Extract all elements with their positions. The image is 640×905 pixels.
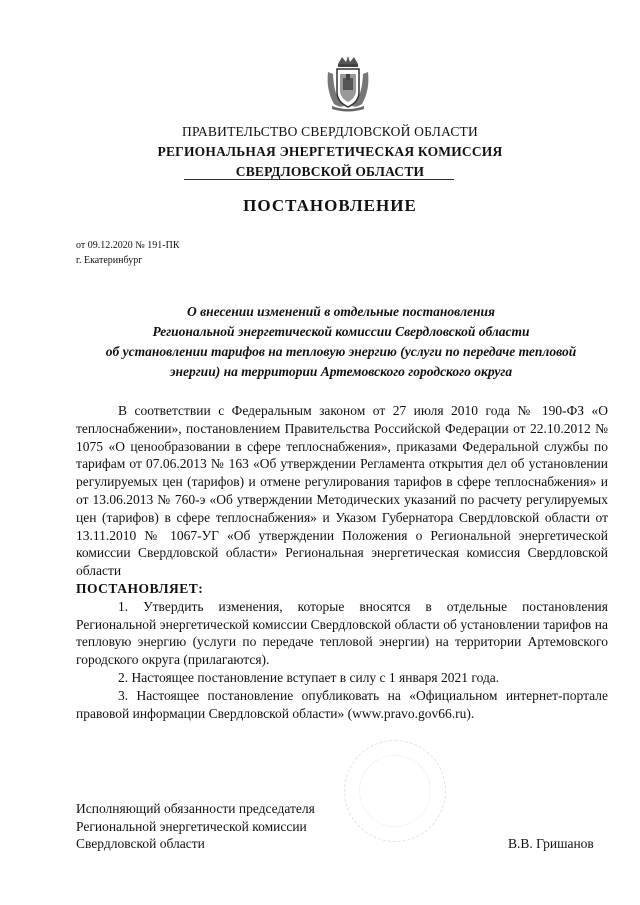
decree-item-3: 3. Настоящее постановление опубликовать на «Официальном интернет-портале правовой информации Свердловской области» (www.pravo.gov66.ru).	[76, 687, 608, 721]
commission-name-line2: СВЕРДЛОВСКОЙ ОБЛАСТИ	[235, 164, 425, 179]
subject-line: энергии) на территории Артемовского городского округа	[169, 364, 513, 379]
commission-name-line1: РЕГИОНАЛЬНАЯ ЭНЕРГЕТИЧЕСКАЯ КОМИССИЯ	[157, 144, 503, 159]
header-divider	[184, 179, 454, 180]
issuer-header	[80, 122, 580, 182]
document-type-title: ПОСТАНОВЛЕНИЕ	[243, 196, 417, 215]
coat-of-arms-icon	[324, 54, 372, 112]
decree-item-2: 2. Настоящее постановление вступает в силу с 1 января 2021 года.	[118, 669, 500, 685]
subject-line: об установлении тарифов на тепловую энергию (услуги по передаче тепловой	[105, 344, 577, 359]
document-meta	[76, 238, 180, 268]
preamble-paragraph: В соответствии с Федеральным законом от 27 июля 2010 года № 190-ФЗ «О теплоснабжении», постановлением Правительства Российской Федерации от 22.10.2012 № 1075 «О ценообразовании в сфере теплоснабжения», приказами Федеральной службы по тарифам от 07.06.2013 № 163 «Об утверждении Регламента открытия дел об установлении регулируемых цен (тарифов) и отмене регулирования тарифов в сфере теплоснабжения» и от 13.06.2013 № 760-э «Об утверждении Методических указаний по расчету регулируемых цен (тарифов) в сфере теплоснабжения» и Указом Губернатора Свердловской области от 13.11.2010 № 1067-УГ «Об утверждении Положения о Региональной энергетической комиссии Свердловской области» Региональная энергетическая комиссия Свердловской области	[76, 403, 608, 579]
document-body	[76, 402, 608, 722]
official-seal	[344, 740, 446, 842]
position-line: Региональной энергетической комиссии	[76, 818, 307, 834]
document-subject	[76, 302, 606, 382]
subject-line: О внесении изменений в отдельные постановления	[186, 304, 496, 319]
position-line: Свердловской области	[76, 836, 205, 851]
date-number: от 09.12.2020 № 191-ПК	[76, 240, 180, 251]
city: г. Екатеринбург	[76, 255, 143, 266]
subject-line: Региональной энергетической комиссии Свердловской области	[152, 324, 530, 339]
signatory-position	[76, 800, 315, 853]
decree-item-1: 1. Утвердить изменения, которые вносятся в отдельные постановления Региональной энергетической комиссии Свердловской области об установлении тарифов на тепловую энергию (услуги по передаче тепловой энергии) на территории Артемовского городского округа (прилагаются).	[76, 598, 608, 668]
position-line: Исполняющий обязанности председателя	[76, 801, 315, 816]
decree-heading: ПОСТАНОВЛЯЕТ:	[76, 580, 204, 596]
signatory-name: В.В. Гришанов	[508, 836, 594, 851]
government-name: ПРАВИТЕЛЬСТВО СВЕРДЛОВСКОЙ ОБЛАСТИ	[182, 124, 478, 139]
